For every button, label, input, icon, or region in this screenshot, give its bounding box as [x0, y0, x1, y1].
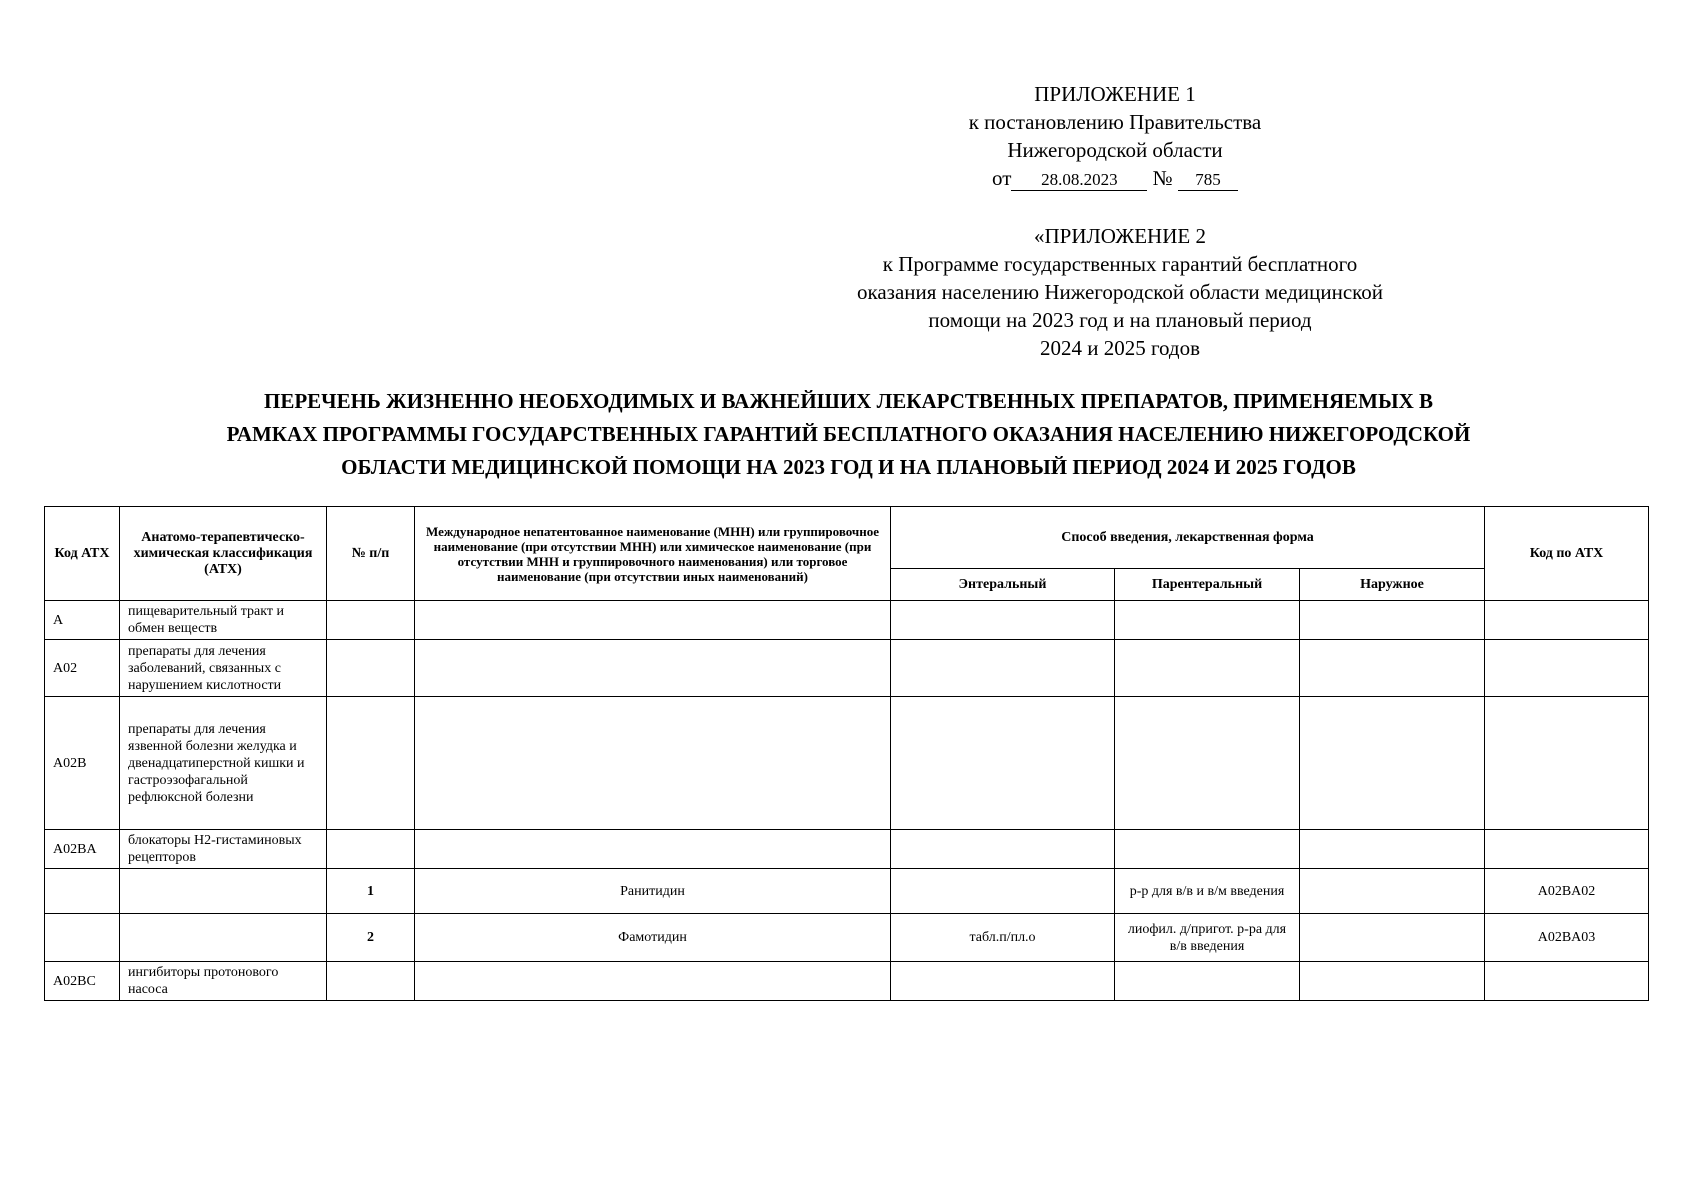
appendix2-line3: оказания населению Нижегородской области медицинской — [856, 280, 1384, 304]
header-external: Наружное — [1300, 569, 1485, 601]
cell-class: препараты для лечения заболеваний, связанных с нарушением кислотности — [120, 640, 327, 697]
cell-code: A02 — [45, 640, 120, 697]
cell-enteral — [891, 962, 1115, 1001]
cell-num — [327, 640, 415, 697]
cell-class: препараты для лечения язвенной болезни желудка и двенадцатиперстной кишки и гастроэзофагальной рефлюксной болезни — [120, 697, 327, 830]
title-line-2: РАМКАХ ПРОГРАММЫ ГОСУДАРСТВЕННЫХ ГАРАНТИЙ БЕСПЛАТНОГО ОКАЗАНИЯ НАСЕЛЕНИЮ НИЖЕГОРОДСКОЙ — [226, 422, 1471, 446]
table-row — [45, 869, 1649, 914]
cell-class: ингибиторы протонового насоса — [120, 962, 327, 1001]
appendix1-line2: к постановлению Правительства — [968, 110, 1262, 134]
cell-atc — [1485, 601, 1649, 640]
cell-num: 2 — [327, 914, 415, 962]
appendix1-line3: Нижегородской области — [1007, 138, 1223, 162]
cell-parenteral — [1115, 697, 1300, 830]
cell-parenteral — [1115, 830, 1300, 869]
cell-external — [1300, 830, 1485, 869]
appendix2-line4: помощи на 2023 год и на плановый период — [928, 308, 1312, 332]
cell-external — [1300, 869, 1485, 914]
appendix2-title: «ПРИЛОЖЕНИЕ 2 — [1034, 224, 1206, 248]
cell-inn: Ранитидин — [415, 869, 891, 914]
number-sign: № — [1152, 166, 1173, 190]
header-inn: Международное непатентованное наименование (МНН) или группировочное наименование (при отсутствии МНН) или химическое наименование (при отсутствии МНН и группировочного наименования) или торговое наименование (при отсутствии иных наименований) — [415, 507, 891, 601]
cell-class — [120, 869, 327, 914]
cell-atc: A02BA03 — [1485, 914, 1649, 962]
cell-enteral — [891, 601, 1115, 640]
header-enteral: Энтеральный — [891, 569, 1115, 601]
cell-external — [1300, 601, 1485, 640]
cell-code — [45, 869, 120, 914]
cell-parenteral — [1115, 601, 1300, 640]
cell-atc: A02BA02 — [1485, 869, 1649, 914]
cell-num: 1 — [327, 869, 415, 914]
header-parenteral: Парентеральный — [1115, 569, 1300, 601]
appendix2-line5: 2024 и 2025 годов — [1039, 336, 1201, 360]
cell-inn — [415, 601, 891, 640]
date-prefix: от — [992, 166, 1012, 190]
cell-code — [45, 914, 120, 962]
cell-external — [1300, 914, 1485, 962]
cell-atc — [1485, 962, 1649, 1001]
cell-enteral — [891, 697, 1115, 830]
cell-code: A — [45, 601, 120, 640]
table-row — [45, 697, 1649, 830]
appendix1-header — [945, 80, 1285, 192]
header-atc-code-2: Код по АТХ — [1485, 507, 1649, 601]
cell-parenteral: лиофил. д/пригот. р-ра для в/в введения — [1115, 914, 1300, 962]
cell-num — [327, 601, 415, 640]
cell-num — [327, 697, 415, 830]
header-number: № п/п — [327, 507, 415, 601]
cell-class: пищеварительный тракт и обмен веществ — [120, 601, 327, 640]
cell-inn — [415, 830, 891, 869]
cell-atc — [1485, 640, 1649, 697]
cell-class: блокаторы H2-гистаминовых рецепторов — [120, 830, 327, 869]
header-route: Способ введения, лекарственная форма — [891, 507, 1485, 569]
table-row — [45, 962, 1649, 1001]
header-atc-class: Анатомо-терапевтическо-химическая классификация (АТХ) — [120, 507, 327, 601]
cell-inn — [415, 962, 891, 1001]
title-line-3: ОБЛАСТИ МЕДИЦИНСКОЙ ПОМОЩИ НА 2023 ГОД И НА ПЛАНОВЫЙ ПЕРИОД 2024 И 2025 ГОДОВ — [341, 455, 1356, 479]
cell-inn: Фамотидин — [415, 914, 891, 962]
cell-inn — [415, 697, 891, 830]
cell-parenteral — [1115, 962, 1300, 1001]
cell-external — [1300, 697, 1485, 830]
drug-list-table — [44, 506, 1649, 1001]
document-title — [60, 385, 1637, 484]
appendix2-line2: к Программе государственных гарантий бесплатного — [882, 252, 1358, 276]
cell-inn — [415, 640, 891, 697]
table-row — [45, 830, 1649, 869]
table-row — [45, 640, 1649, 697]
cell-class — [120, 914, 327, 962]
cell-enteral: табл.п/пл.о — [891, 914, 1115, 962]
cell-num — [327, 962, 415, 1001]
table-row — [45, 914, 1649, 962]
appendix2-header — [800, 222, 1440, 362]
cell-parenteral — [1115, 640, 1300, 697]
cell-parenteral: р-р для в/в и в/м введения — [1115, 869, 1300, 914]
cell-enteral — [891, 640, 1115, 697]
cell-atc — [1485, 697, 1649, 830]
cell-num — [327, 830, 415, 869]
header-atc-code: Код АТХ — [45, 507, 120, 601]
cell-enteral — [891, 830, 1115, 869]
cell-code: A02BC — [45, 962, 120, 1001]
cell-enteral — [891, 869, 1115, 914]
decree-date: 28.08.2023 — [1011, 170, 1147, 191]
cell-external — [1300, 640, 1485, 697]
table-row — [45, 601, 1649, 640]
cell-code: A02BA — [45, 830, 120, 869]
decree-number: 785 — [1178, 170, 1238, 191]
appendix1-date-line — [945, 164, 1285, 192]
title-line-1: ПЕРЕЧЕНЬ ЖИЗНЕННО НЕОБХОДИМЫХ И ВАЖНЕЙШИХ ЛЕКАРСТВЕННЫХ ПРЕПАРАТОВ, ПРИМЕНЯЕМЫХ В — [263, 389, 1433, 413]
cell-atc — [1485, 830, 1649, 869]
cell-external — [1300, 962, 1485, 1001]
appendix1-title: ПРИЛОЖЕНИЕ 1 — [1034, 82, 1196, 106]
cell-code: A02B — [45, 697, 120, 830]
